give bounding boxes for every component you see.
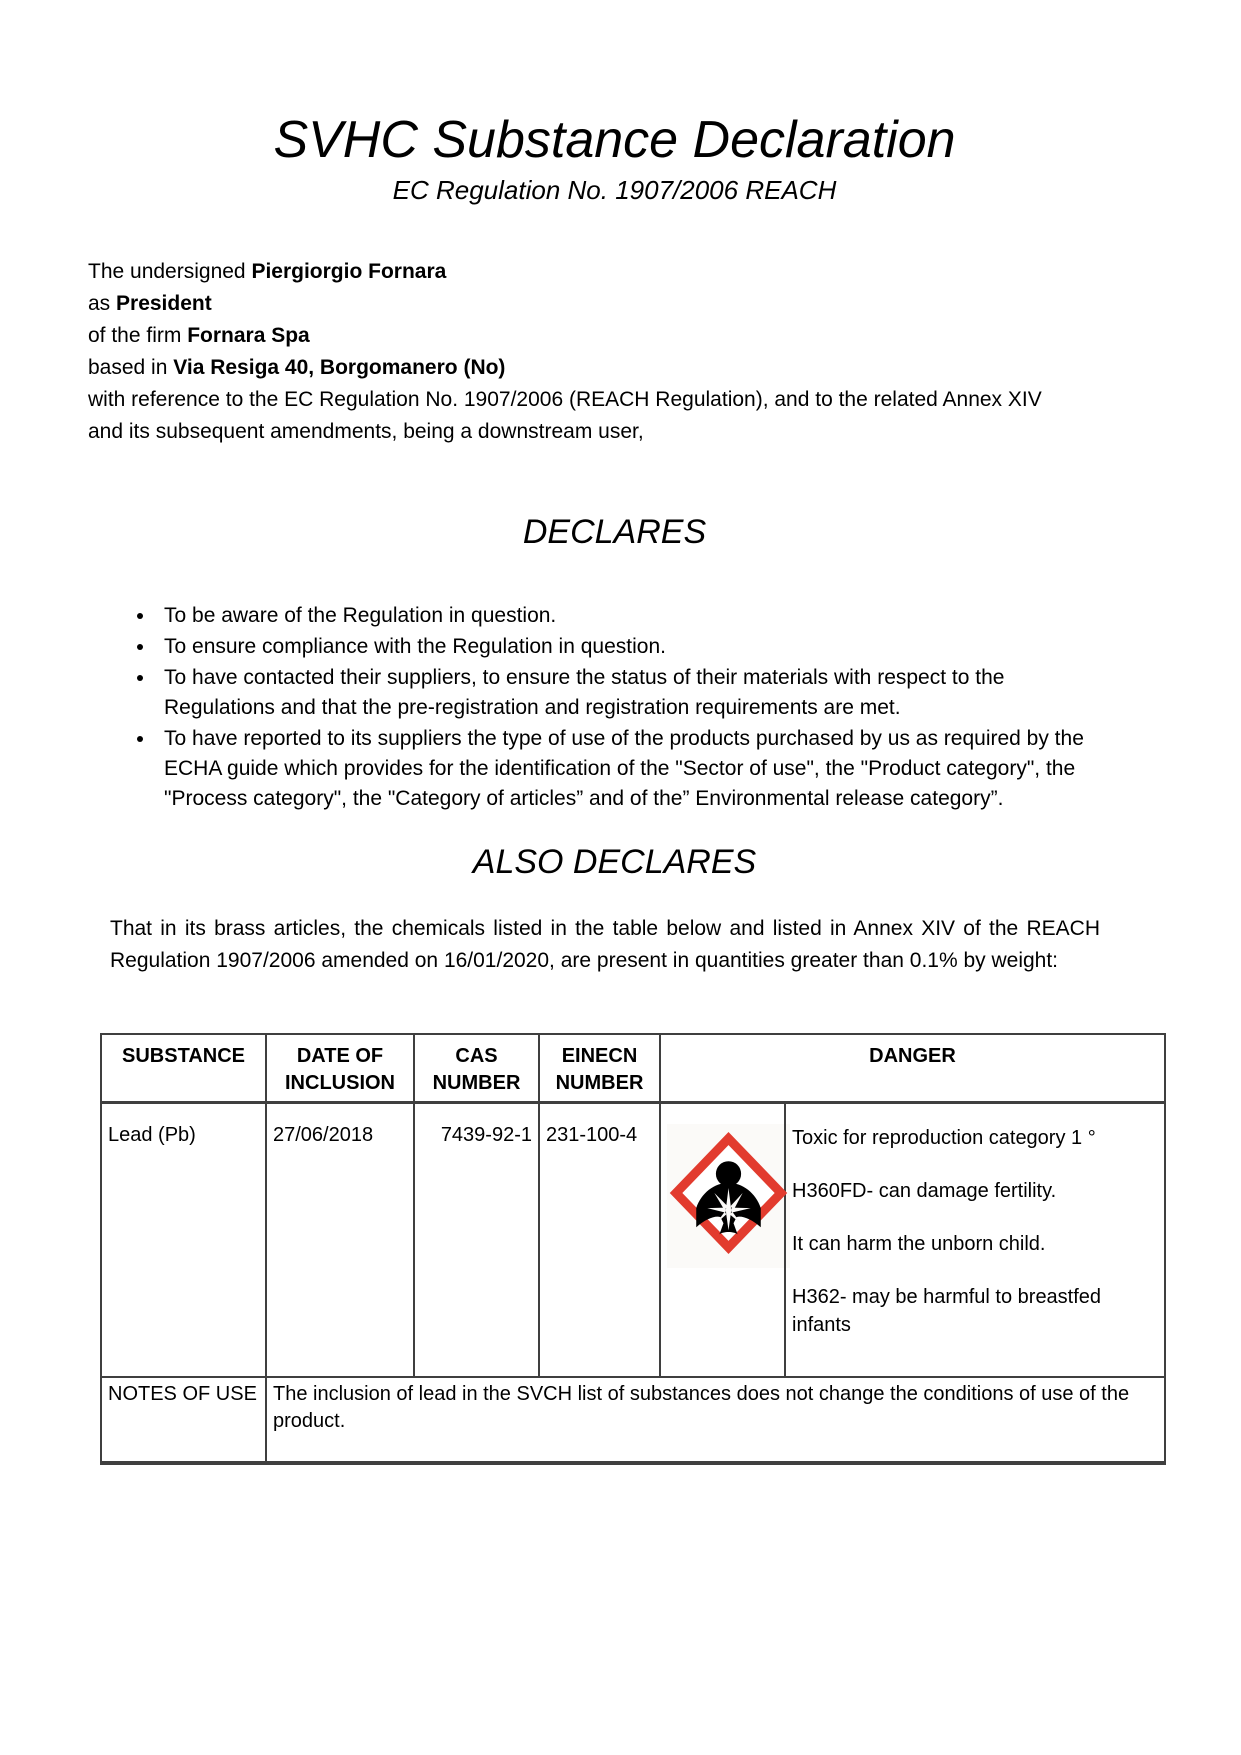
- danger-line: H360FD- can damage fertility.: [792, 1179, 1057, 1202]
- ghs08-health-hazard-icon: [667, 1124, 790, 1268]
- header-cas-number: CAS NUMBER: [414, 1034, 539, 1103]
- header-substance: SUBSTANCE: [101, 1034, 266, 1103]
- firm-address: Via Resiga 40, Borgomanero (No): [173, 356, 506, 380]
- table-header-row: [101, 1034, 1165, 1103]
- declaration-bullet-list: [88, 601, 1085, 814]
- document-title: SVHC Substance Declaration: [273, 111, 956, 169]
- cell-notes-text: The inclusion of lead in the SVCH list of substances does not change the conditions of use of the product.: [266, 1377, 1165, 1463]
- declaration-bullet: • To be aware of the Regulation in question.: [156, 601, 1085, 631]
- table-row-lead: [101, 1102, 1165, 1377]
- intro-line3-prefix: of the firm: [88, 324, 188, 348]
- intro-line1-prefix: The undersigned: [88, 260, 252, 284]
- declarant-intro: [88, 256, 1048, 448]
- intro-line-firm: [88, 320, 1048, 352]
- intro-line2-prefix: as: [88, 292, 117, 316]
- intro-line-role: [88, 288, 1048, 320]
- cell-cas-number: 7439-92-1: [414, 1102, 539, 1377]
- cell-danger-text: [785, 1102, 1165, 1377]
- intro-line4-prefix: based in: [88, 356, 174, 380]
- table-row-notes: [101, 1377, 1165, 1463]
- also-declares-paragraph: That in its brass articles, the chemicals listed in the table below and listed in Annex XIV of the REACH Regulation 1907/2006 amended on 16/01/2020, are present in quantities greater than 0.1% by weight:: [110, 916, 1100, 972]
- cell-notes-label: NOTES OF USE: [101, 1377, 266, 1463]
- firm-name: Fornara Spa: [187, 324, 310, 348]
- document-subtitle: EC Regulation No. 1907/2006 REACH: [392, 175, 837, 206]
- intro-closing: with reference to the EC Regulation No. 1907/2006 (REACH Regulation), and to the related Annex XIV and its subsequent amendments, being a downstream user,: [88, 388, 1042, 444]
- cell-danger-pictogram: [660, 1102, 785, 1377]
- substance-table: [100, 1033, 1166, 1466]
- intro-line-undersigned: [88, 256, 1048, 288]
- cell-substance: Lead (Pb): [101, 1102, 266, 1377]
- danger-line: H362- may be harmful to breastfed infants: [792, 1285, 1102, 1336]
- declares-heading: DECLARES: [522, 513, 707, 552]
- declarant-name: Piergiorgio Fornara: [251, 260, 447, 284]
- declarant-role: President: [116, 292, 212, 316]
- declaration-bullet: • To ensure compliance with the Regulation in question.: [156, 632, 1085, 662]
- header-danger: DANGER: [660, 1034, 1165, 1103]
- cell-date-of-inclusion: 27/06/2018: [266, 1102, 414, 1377]
- also-declares-heading: ALSO DECLARES: [472, 843, 757, 882]
- declaration-bullet: • To have contacted their suppliers, to ensure the status of their materials with respect to the Regulations and that the pre-registration and registration requirements are met.: [156, 663, 1085, 723]
- danger-line: It can harm the unborn child.: [792, 1232, 1046, 1255]
- declaration-bullet: • To have reported to its suppliers the type of use of the products purchased by us as required by the ECHA guide which provides for the identification of the "Sector of use", the "Product category", the "Process category", the "Category of articles” and of the” Environmental release category”.: [156, 724, 1085, 814]
- intro-line-address: [88, 352, 1048, 384]
- document-content: [0, 112, 1241, 1465]
- danger-line: Toxic for reproduction category 1 °: [792, 1126, 1096, 1149]
- header-date-of-inclusion: DATE OF INCLUSION: [266, 1034, 414, 1103]
- cell-einecn-number: 231-100-4: [539, 1102, 660, 1377]
- header-einecn-number: EINECN NUMBER: [539, 1034, 660, 1103]
